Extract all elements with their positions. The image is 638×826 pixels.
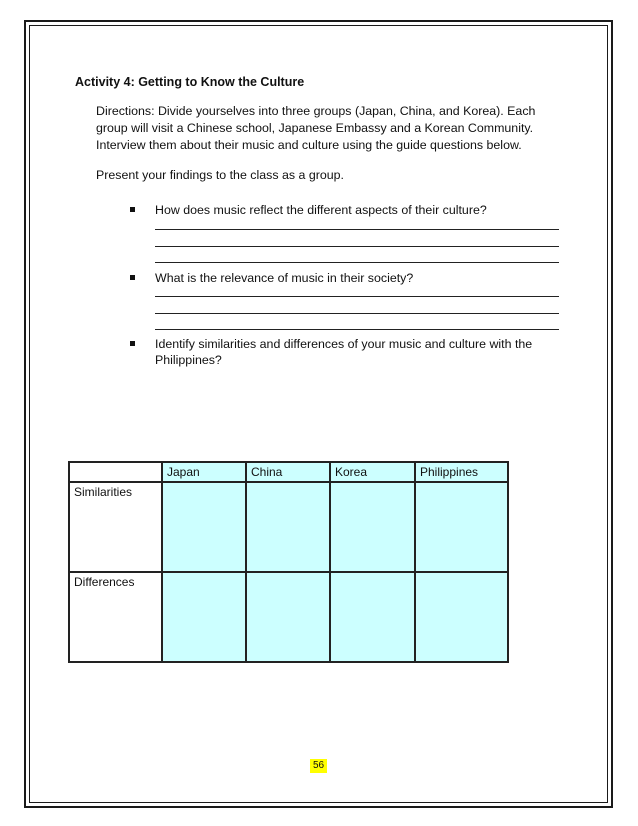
header-cell-philippines: Philippines	[415, 462, 508, 482]
header-cell-china: China	[246, 462, 330, 482]
comparison-table	[68, 461, 509, 663]
page-number: 56	[310, 759, 327, 773]
answer-line[interactable]	[155, 262, 559, 263]
square-bullet-icon	[130, 341, 135, 346]
row-label-similarities: Similarities	[69, 482, 162, 572]
answer-cell[interactable]	[246, 482, 330, 572]
table-row	[69, 482, 508, 572]
header-cell-korea: Korea	[330, 462, 415, 482]
answer-line[interactable]	[155, 296, 559, 297]
activity-title: Activity 4: Getting to Know the Culture	[75, 75, 305, 89]
square-bullet-icon	[130, 207, 135, 212]
directions-line: group will visit a Chinese school, Japanese Embassy and a Korean Community.	[96, 121, 534, 135]
table-header-row	[69, 462, 508, 482]
header-cell-empty	[69, 462, 162, 482]
present-instruction: Present your findings to the class as a group.	[96, 168, 344, 182]
answer-cell[interactable]	[162, 482, 246, 572]
header-cell-japan: Japan	[162, 462, 246, 482]
answer-line[interactable]	[155, 329, 559, 330]
square-bullet-icon	[130, 275, 135, 280]
answer-cell[interactable]	[162, 572, 246, 662]
answer-line[interactable]	[155, 246, 559, 247]
question-text: How does music reflect the different aspects of their culture?	[155, 203, 487, 217]
answer-line[interactable]	[155, 313, 559, 314]
answer-cell[interactable]	[415, 482, 508, 572]
answer-cell[interactable]	[415, 572, 508, 662]
question-text: Identify similarities and differences of your music and culture with the Philippines?	[155, 337, 533, 367]
answer-cell[interactable]	[330, 572, 415, 662]
directions-line: Interview them about their music and culture using the guide questions below.	[96, 138, 522, 152]
table-row	[69, 572, 508, 662]
answer-cell[interactable]	[330, 482, 415, 572]
answer-cell[interactable]	[246, 572, 330, 662]
row-label-differences: Differences	[69, 572, 162, 662]
directions-line: Directions: Divide yourselves into three groups (Japan, China, and Korea). Each	[96, 104, 536, 118]
question-text: What is the relevance of music in their society?	[155, 271, 414, 285]
directions-paragraph	[96, 103, 566, 154]
answer-line[interactable]	[155, 229, 559, 230]
